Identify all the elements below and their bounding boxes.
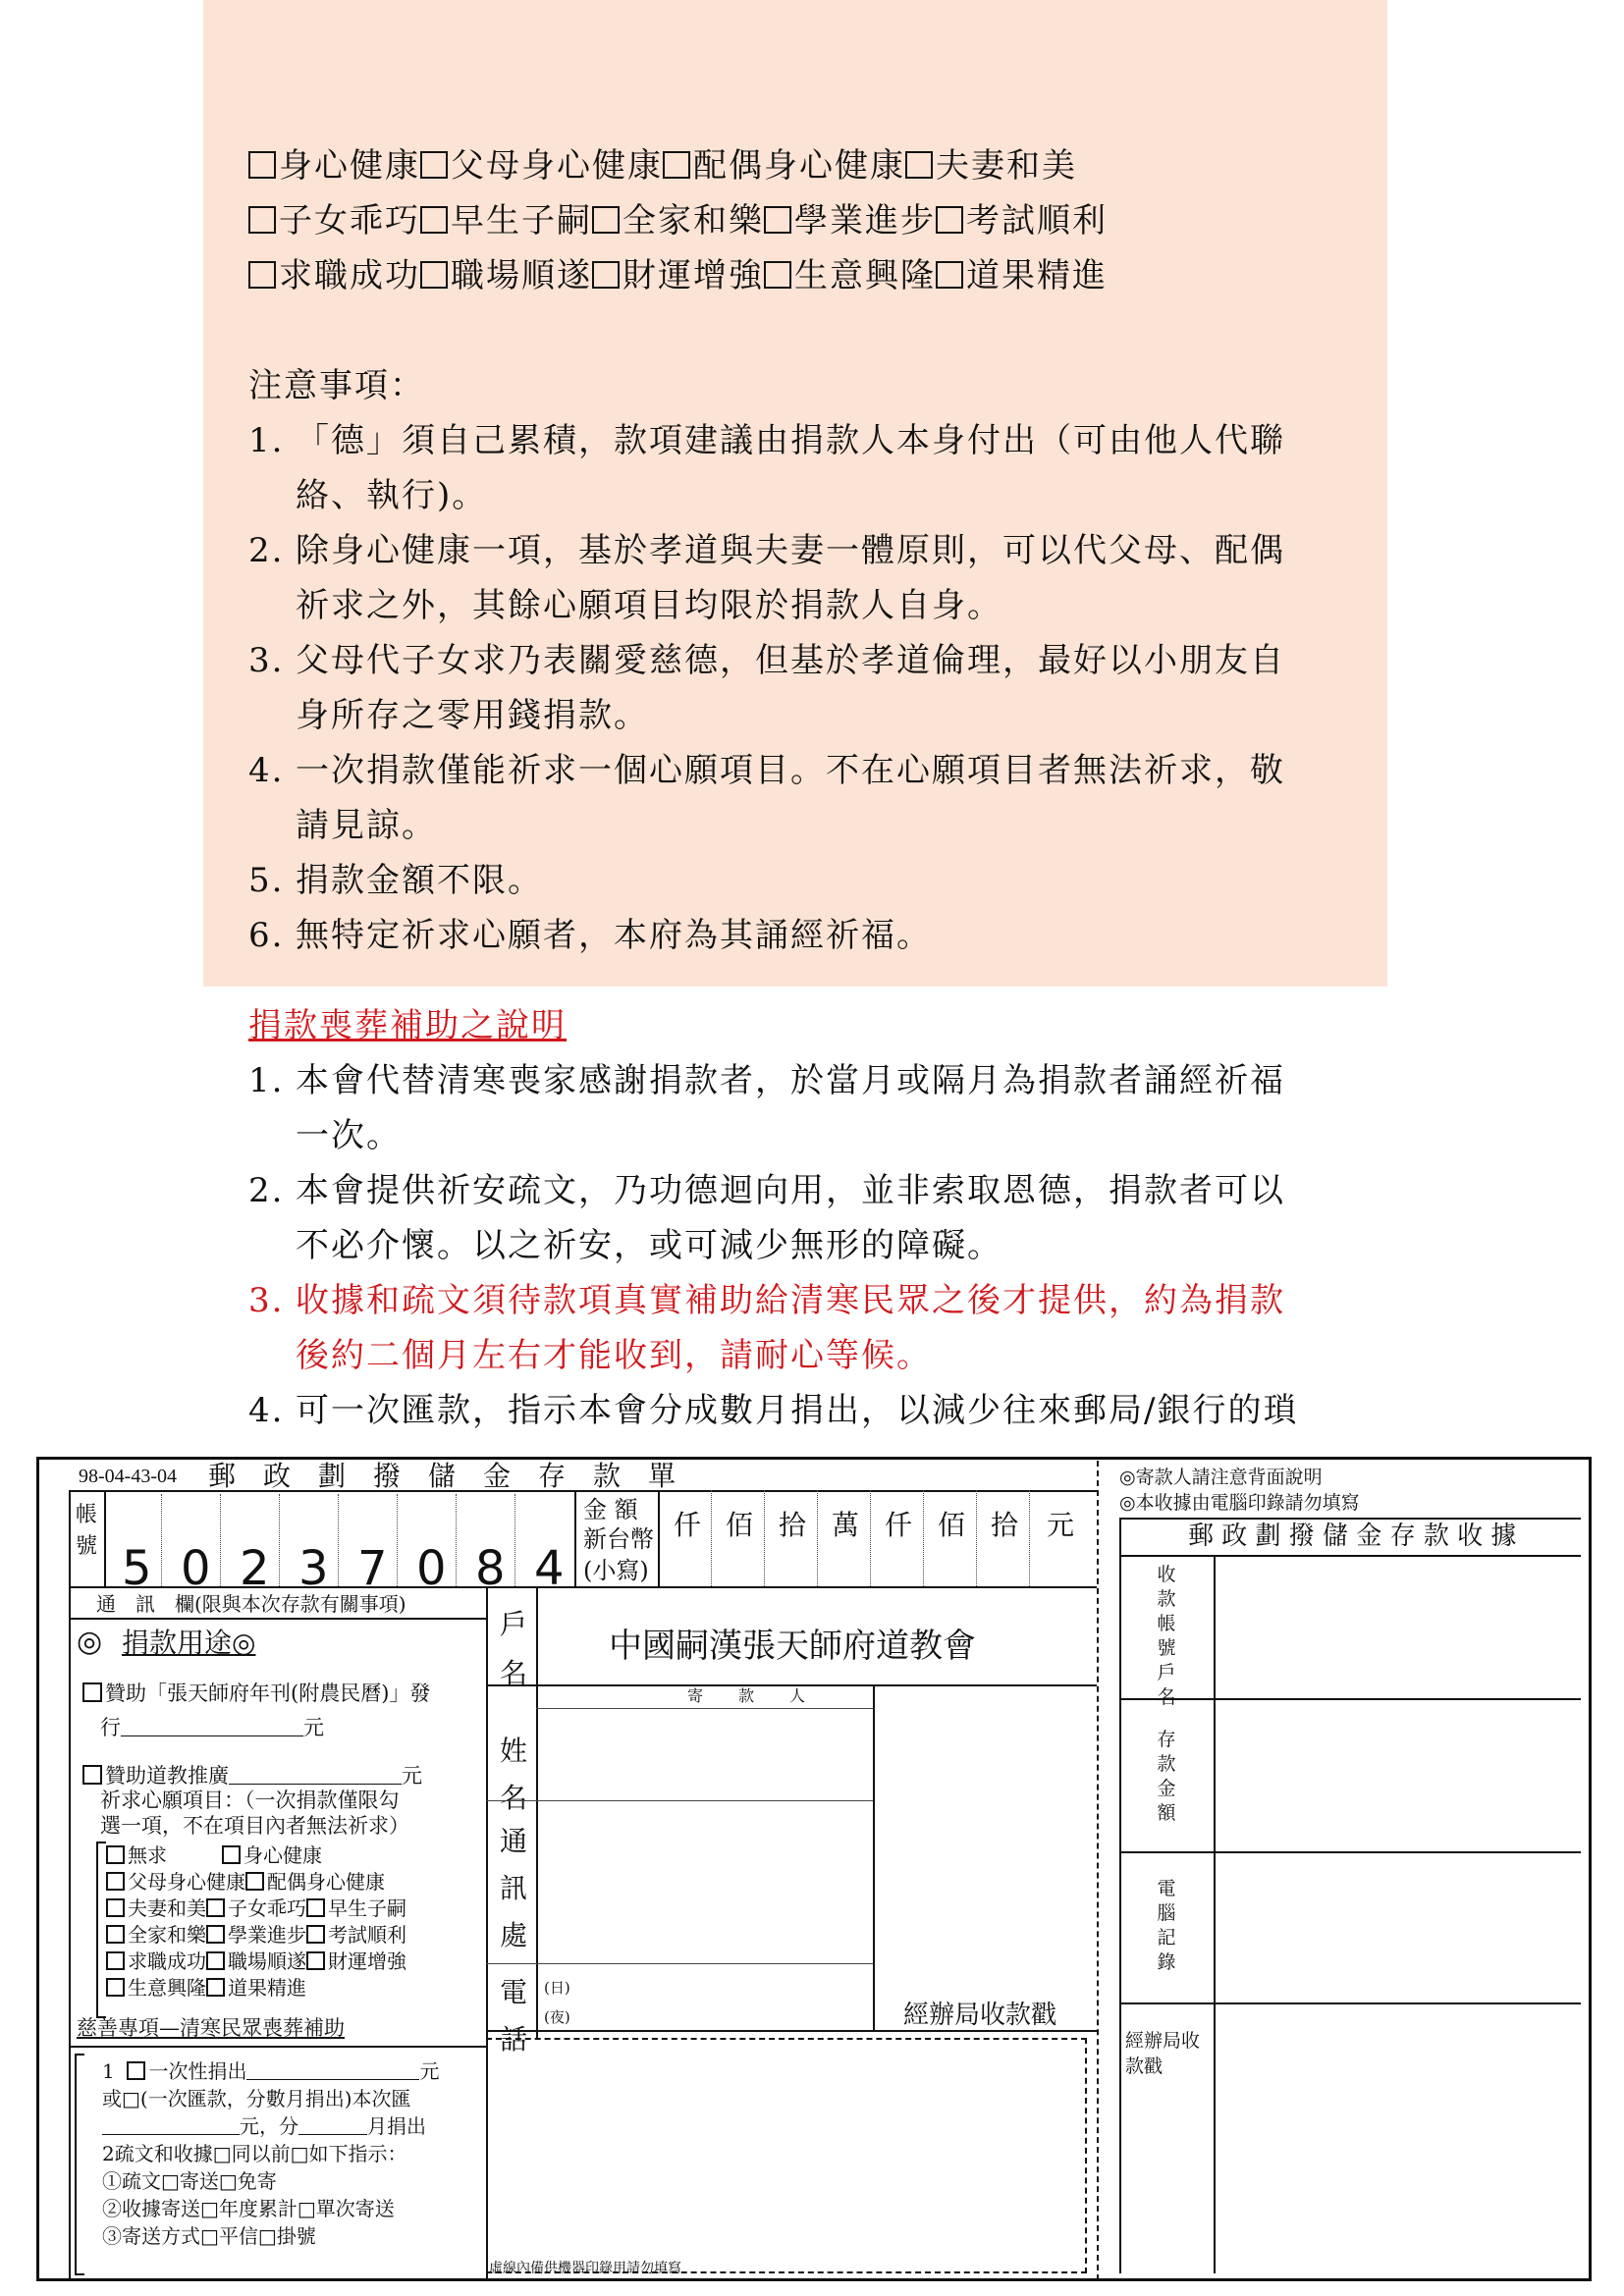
amount-field[interactable] bbox=[229, 1766, 402, 1785]
comm-header: 通 訊 欄(限與本次存款有關事項) bbox=[96, 1592, 406, 1616]
divider bbox=[711, 1490, 712, 1586]
divider bbox=[1119, 1555, 1581, 1557]
sender-header: 寄 款 人 bbox=[687, 1686, 816, 1705]
payee-label: 戶名 bbox=[499, 1608, 527, 1689]
checkbox[interactable] bbox=[106, 1978, 125, 1997]
divider bbox=[1029, 1490, 1030, 1586]
checkbox[interactable] bbox=[206, 1978, 225, 1997]
checkbox[interactable] bbox=[420, 261, 448, 289]
wish-row-3 bbox=[248, 256, 1108, 295]
sponsor-promo: 贊助道教推廣 元 bbox=[82, 1765, 422, 1787]
form-title: 郵 政 劃 撥 儲 金 存 款 單 bbox=[208, 1460, 677, 1492]
machine-note: 虛線內備供機器印錄用請勿填寫 bbox=[489, 2261, 681, 2276]
checkbox[interactable] bbox=[206, 1898, 225, 1917]
note-item: 6. 無特定祈求心願者，本府為其誦經祈福。 bbox=[248, 916, 932, 955]
checkbox[interactable] bbox=[936, 261, 963, 289]
form-wish-row: 夫妻和美 子女乖巧 早生子嗣 bbox=[106, 1898, 406, 1918]
account-digit: 2 bbox=[240, 1541, 270, 1596]
charity-line: ①疏文□寄送□免寄 bbox=[102, 2169, 277, 2193]
divider bbox=[1119, 1851, 1581, 1853]
divider bbox=[870, 1490, 871, 1586]
form-wish-row: 無求 身心健康 bbox=[106, 1845, 322, 1865]
checkbox[interactable] bbox=[106, 1872, 125, 1891]
amount-label: (小寫) bbox=[583, 1557, 649, 1584]
divider bbox=[1119, 1698, 1581, 1700]
funeral-title: 捐款喪葬補助之說明 bbox=[248, 1006, 567, 1045]
checkbox[interactable] bbox=[127, 2061, 145, 2080]
wish-label: 職場順遂 bbox=[451, 256, 592, 295]
divider bbox=[536, 1586, 538, 2038]
wish-label: 父母身心健康 bbox=[451, 146, 663, 186]
account-digit: 0 bbox=[416, 1541, 447, 1596]
wish-label: 求職成功 bbox=[279, 256, 420, 295]
divider bbox=[1119, 1518, 1581, 1520]
funeral-item-highlight: 3. 收據和疏文須待款項真實補助給清寒民眾之後才提供，約為捐款 bbox=[248, 1281, 1285, 1320]
funeral-item: 1. 本會代替清寒喪家感謝捐款者，於當月或隔月為捐款者誦經祈福 bbox=[248, 1061, 1285, 1100]
checkbox[interactable] bbox=[248, 151, 276, 179]
note-item-cont: 身所存之零用錢捐款。 bbox=[296, 696, 649, 735]
divider bbox=[279, 1494, 280, 1586]
divider bbox=[976, 1490, 977, 1586]
divider bbox=[923, 1490, 924, 1586]
checkbox[interactable] bbox=[106, 1951, 125, 1970]
checkbox[interactable] bbox=[206, 1925, 225, 1944]
wish-bracket bbox=[96, 1842, 106, 2018]
checkbox[interactable] bbox=[222, 1845, 241, 1864]
form-wish-row: 求職成功 職場順遂 財運增強 bbox=[106, 1951, 406, 1971]
checkbox[interactable] bbox=[663, 151, 690, 179]
months-field[interactable] bbox=[298, 2118, 367, 2135]
account-digit: 5 bbox=[122, 1541, 152, 1596]
charity-line: 或□(一次匯款，分數月捐出)本次匯 bbox=[102, 2087, 411, 2110]
amount-unit: 元 bbox=[1047, 1509, 1075, 1541]
wish-label: 考試順利 bbox=[966, 201, 1108, 240]
wish-label: 早生子嗣 bbox=[451, 201, 592, 240]
divider bbox=[220, 1494, 221, 1586]
phone-day: (日) bbox=[544, 1979, 570, 1997]
funeral-item-cont: 不必介懷。以之祈安，或可減少無形的障礙。 bbox=[296, 1226, 1002, 1265]
charity-line: ③寄送方式□平信□掛號 bbox=[102, 2224, 316, 2248]
note-item: 3. 父母代子女求乃表關愛慈德，但基於孝道倫理，最好以小朋友自 bbox=[248, 641, 1285, 680]
checkbox[interactable] bbox=[306, 1925, 325, 1944]
divider bbox=[873, 1684, 875, 2030]
form-wish-row: 全家和樂 學業進步 考試順利 bbox=[106, 1925, 406, 1945]
notes-title: 注意事項： bbox=[248, 366, 425, 405]
divider bbox=[486, 1800, 873, 1801]
receipt-title: 郵 政 劃 撥 儲 金 存 款 收 據 bbox=[1188, 1522, 1517, 1551]
divider bbox=[69, 2046, 486, 2048]
funeral-item-cont: 後約二個月左右才能收到，請耐心等候。 bbox=[296, 1336, 932, 1375]
amount-unit: 佰 bbox=[726, 1509, 754, 1541]
checkbox[interactable] bbox=[106, 1898, 125, 1917]
charity-bracket bbox=[75, 2054, 84, 2275]
note-item: 4. 一次捐款僅能祈求一個心願項目。不在心願項目者無法祈求，敬 bbox=[248, 751, 1285, 790]
wish-label: 子女乖巧 bbox=[279, 201, 420, 240]
wish-label: 夫妻和美 bbox=[936, 146, 1077, 186]
notice-2: ◎本收據由電腦印錄請勿填寫 bbox=[1119, 1492, 1360, 1514]
checkbox[interactable] bbox=[592, 261, 620, 289]
checkbox[interactable] bbox=[936, 206, 963, 234]
wish-intro: 選一項，不在項目內者無法祈求） bbox=[100, 1814, 409, 1838]
divider bbox=[161, 1494, 162, 1586]
checkbox[interactable] bbox=[306, 1951, 325, 1970]
amount-label: 新台幣 bbox=[583, 1525, 654, 1553]
funeral-item-cont: 一次。 bbox=[296, 1116, 402, 1155]
checkbox[interactable] bbox=[245, 1872, 264, 1891]
wish-label: 全家和樂 bbox=[623, 201, 764, 240]
divider bbox=[456, 1494, 457, 1586]
receipt-stamp-label: 經辦局收款戳 bbox=[1125, 2030, 1201, 2077]
purpose-mark: ◎ bbox=[77, 1625, 103, 1659]
phone-label: 電話 bbox=[499, 1976, 527, 2056]
wish-label: 配偶身心健康 bbox=[693, 146, 905, 186]
amount-unit: 萬 bbox=[832, 1509, 860, 1541]
charity-line: 1 一次性捐出 元 bbox=[102, 2059, 440, 2083]
account-label: 帳號 bbox=[75, 1503, 97, 1559]
note-item-cont: 絡、執行)。 bbox=[296, 476, 488, 515]
checkbox[interactable] bbox=[764, 206, 791, 234]
checkbox[interactable] bbox=[764, 261, 791, 289]
address-label: 通訊處 bbox=[499, 1825, 527, 1951]
payee-name: 中國嗣漢張天師府道教會 bbox=[609, 1627, 976, 1666]
name-label: 姓名 bbox=[499, 1735, 527, 1814]
dashed-divider bbox=[1097, 1461, 1099, 2280]
account-digit: 3 bbox=[298, 1541, 329, 1596]
checkbox[interactable] bbox=[82, 1765, 102, 1785]
amount-label: 金 額 bbox=[583, 1496, 638, 1523]
wish-row-1 bbox=[248, 146, 1077, 186]
checkbox[interactable] bbox=[592, 206, 620, 234]
funeral-item: 2. 本會提供祈安疏文，乃功德迴向用，並非索取恩德，捐款者可以 bbox=[248, 1171, 1285, 1210]
receipt-amount-label: 存款金額 bbox=[1157, 1729, 1176, 1824]
checkbox[interactable] bbox=[206, 1951, 225, 1970]
amount-unit: 拾 bbox=[779, 1509, 807, 1541]
amount-field[interactable] bbox=[121, 1718, 303, 1736]
divider bbox=[69, 1618, 486, 1620]
account-digit: 8 bbox=[475, 1541, 506, 1596]
stamp-label: 經辦局收款戳 bbox=[903, 2001, 1057, 2030]
divider bbox=[1119, 1518, 1121, 2273]
divider bbox=[658, 1490, 660, 1586]
wish-intro: 祈求心願項目：（一次捐款僅限勾 bbox=[100, 1789, 400, 1812]
note-item: 2. 除身心健康一項，基於孝道與夫妻一體原則，可以代父母、配偶 bbox=[248, 531, 1285, 570]
divider bbox=[817, 1490, 818, 1586]
amount-field[interactable] bbox=[102, 2118, 240, 2135]
charity-title: 慈善專項—清寒民眾喪葬補助 bbox=[77, 2016, 345, 2040]
sponsor-yearbook-cont: 行 元 bbox=[100, 1716, 324, 1739]
account-digit: 4 bbox=[534, 1541, 565, 1596]
checkbox[interactable] bbox=[306, 1898, 325, 1917]
divider bbox=[514, 1494, 515, 1586]
divider bbox=[486, 2030, 1097, 2032]
funeral-item: 4. 可一次匯款，指示本會分成數月捐出，以減少往來郵局/銀行的瑣 bbox=[248, 1391, 1299, 1430]
divider bbox=[104, 1490, 106, 1586]
note-item-cont: 請見諒。 bbox=[296, 806, 437, 845]
amount-unit: 仟 bbox=[674, 1509, 702, 1541]
account-digit: 0 bbox=[181, 1541, 211, 1596]
machine-print-area bbox=[486, 2038, 1087, 2276]
form-wish-row: 父母身心健康 配偶身心健康 bbox=[106, 1872, 385, 1892]
divider bbox=[338, 1494, 339, 1586]
divider bbox=[486, 1963, 873, 1964]
amount-field[interactable] bbox=[246, 2063, 419, 2080]
phone-night: (夜) bbox=[544, 2008, 570, 2026]
account-digit: 7 bbox=[357, 1541, 388, 1596]
charity-line: 2疏文和收據□同以前□如下指示： bbox=[102, 2142, 407, 2165]
divider bbox=[397, 1494, 398, 1586]
divider bbox=[574, 1490, 576, 1586]
checkbox[interactable] bbox=[248, 206, 276, 234]
checkbox[interactable] bbox=[905, 151, 933, 179]
notice-1: ◎寄款人請注意背面說明 bbox=[1119, 1467, 1323, 1488]
divider bbox=[69, 1490, 71, 2280]
wish-label: 財運增強 bbox=[623, 256, 764, 295]
form-wish-row: 生意興隆 道果精進 bbox=[106, 1978, 306, 1998]
note-item: 5. 捐款金額不限。 bbox=[248, 861, 543, 900]
charity-line: 元，分 月捐出 bbox=[102, 2116, 426, 2136]
wish-label: 生意興隆 bbox=[794, 256, 936, 295]
checkbox[interactable] bbox=[420, 206, 448, 234]
divider bbox=[1119, 2002, 1581, 2004]
checkbox[interactable] bbox=[420, 151, 448, 179]
divider bbox=[764, 1490, 765, 1586]
divider bbox=[1214, 1555, 1216, 2273]
note-item-cont: 祈求之外，其餘心願項目均限於捐款人自身。 bbox=[296, 586, 1002, 625]
wish-label: 學業進步 bbox=[794, 201, 936, 240]
checkbox[interactable] bbox=[106, 1925, 125, 1944]
wish-row-2 bbox=[248, 201, 1108, 240]
divider bbox=[536, 1708, 873, 1709]
amount-unit: 佰 bbox=[938, 1509, 966, 1541]
wish-label: 道果精進 bbox=[966, 256, 1108, 295]
form-code: 98-04-43-04 bbox=[79, 1466, 177, 1487]
amount-unit: 仟 bbox=[885, 1509, 913, 1541]
checkbox[interactable] bbox=[248, 261, 276, 289]
receipt-record-label: 電腦記錄 bbox=[1157, 1878, 1176, 1973]
receipt-payee-label: 收款帳號戶名 bbox=[1157, 1564, 1176, 1708]
purpose-title: 捐款用途◎ bbox=[122, 1627, 256, 1659]
note-item: 1. 「德」須自己累積，款項建議由捐款人本身付出（可由他人代聯 bbox=[248, 421, 1285, 460]
checkbox[interactable] bbox=[106, 1845, 125, 1864]
charity-line: ②收據寄送□年度累計□單次寄送 bbox=[102, 2197, 395, 2220]
checkbox[interactable] bbox=[82, 1682, 102, 1702]
divider bbox=[69, 1490, 1097, 1492]
sponsor-yearbook: 贊助「張天師府年刊(附農民曆)」發 bbox=[82, 1682, 430, 1704]
wish-label: 身心健康 bbox=[279, 146, 420, 186]
divider bbox=[69, 1586, 1097, 1588]
amount-unit: 拾 bbox=[991, 1509, 1019, 1541]
